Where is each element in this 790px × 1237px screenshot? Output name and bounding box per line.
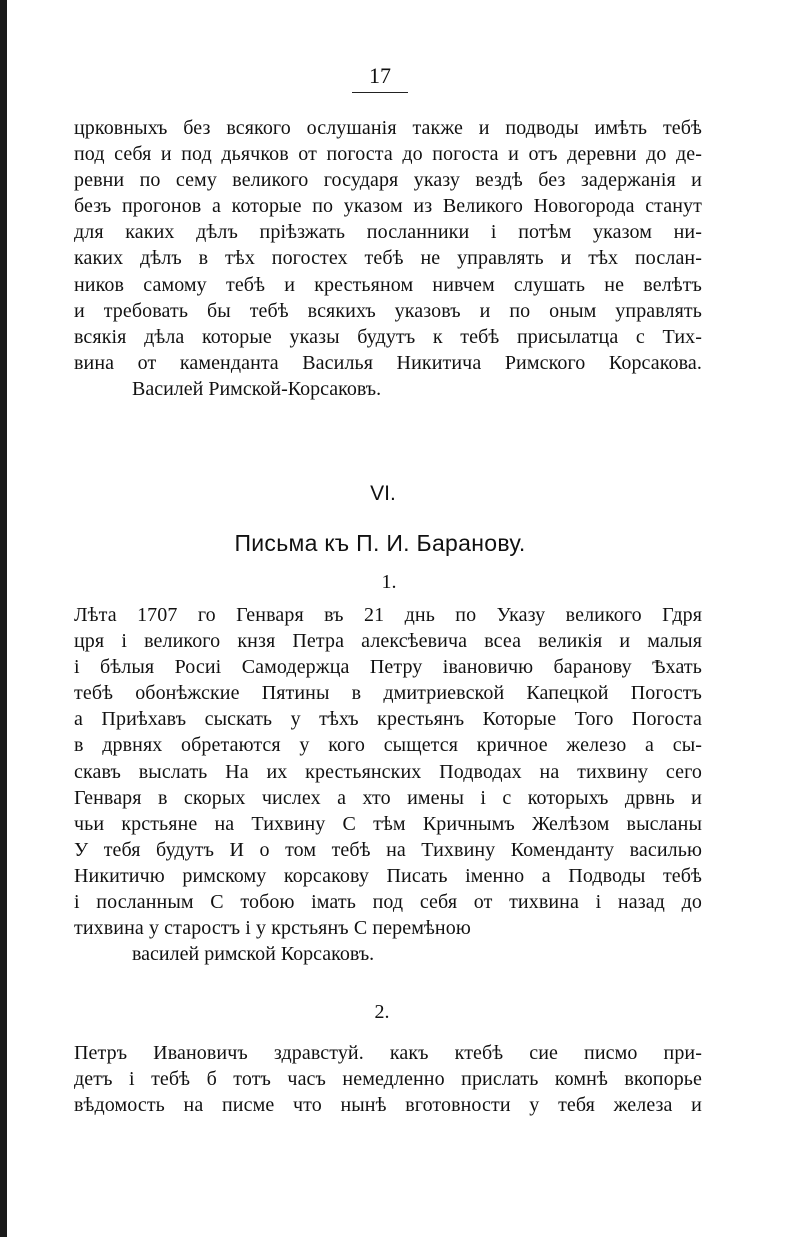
text-line: в дрвнях обретаются у кого сыщется кричное железо а сы-	[74, 734, 702, 757]
signature: Василей Римской-Корсаковъ.	[132, 377, 382, 400]
text-block-order	[74, 115, 702, 402]
document-page	[74, 62, 702, 1118]
section-number: VI.	[370, 481, 396, 505]
text-line: црковныхъ без всякого ослушанія также и подводы имѣть тебѣ	[74, 117, 702, 139]
text-line: ревни по сему великого государя указу вездѣ без задержанія и	[74, 169, 702, 192]
text-line: безъ прогонов а которые по указом из Великого Новогорода станут	[74, 195, 702, 218]
text-line: и требовать бы тебѣ всякихъ указовъ и по оным управлять	[74, 299, 702, 322]
text-line: всякія дѣла которые указы будутъ к тебѣ присылатца с Тих-	[74, 325, 702, 348]
signature: василей римской Корсаковъ.	[132, 943, 375, 966]
page-left-edge	[0, 0, 7, 1237]
text-line: вина от камендантa Василья Никитича Римского Корсакова.	[74, 351, 702, 374]
text-line: цря і великого кнзя Петра алексѣевича всеа великія и малыя	[74, 630, 702, 653]
text-line: под себя и под дьячков от погоста до погоста и отъ деревни до де-	[74, 143, 702, 166]
text-line: чьи крстьяне на Тихвину С тѣм Кричнымъ Желѣзом высланы	[74, 812, 702, 835]
text-line: Никитичю римскому корсакову Писать іменно а Подводы тебѣ	[74, 864, 702, 887]
section-title: Письма къ П. И. Баранову.	[234, 529, 526, 556]
page-number-rule	[352, 92, 408, 93]
text-line: каких дѣлъ в тѣх погостех тебѣ не управлять и тѣх послан-	[74, 247, 702, 270]
text-line: У тебя будутъ И о том тебѣ на Тихвину Коменданту василью	[74, 838, 702, 861]
text-line: детъ і тебѣ б тотъ часъ немедленно прислать комнѣ вкопорье	[74, 1068, 702, 1091]
page-number: 17	[369, 63, 391, 88]
letter-body	[74, 1040, 702, 1118]
text-line: Генваря в скорых числех а хто имены і с которыхъ дрвнь и	[74, 786, 702, 809]
text-line: Лѣта 1707 го Генваря въ 21 днь по Указу великого Гдря	[74, 603, 702, 626]
letter-number: 1.	[381, 570, 397, 593]
text-line: вѣдомость на писме что нынѣ вготовности у тебя железа и	[74, 1094, 702, 1117]
text-line: і посланным С тобою імать под себя от тихвина і назад до	[74, 890, 702, 913]
text-line: Петръ Ивановичъ здравстуй. какъ ктебѣ сие писмо при-	[74, 1042, 702, 1065]
text-line: ников самому тебѣ и крестьяном нивчем слушать не велѣтъ	[74, 273, 702, 296]
text-line: а Приѣхавъ сыскать у тѣхъ крестьянъ Которые Того Погоста	[74, 708, 702, 731]
letter-number: 2.	[374, 1001, 390, 1024]
text-line: тебѣ обонѣжские Пятины в дмитриевской Капецкой Погостъ	[74, 682, 702, 705]
text-line: тихвина у старостъ і у крстьянъ С перемѣною	[74, 917, 471, 940]
text-line: скавъ выслать На их крестьянских Подводах на тихвину сего	[74, 760, 702, 783]
letter-body	[74, 602, 702, 967]
text-line: для каких дѣлъ прiѣзжать посланники і потѣм указом ни-	[74, 221, 702, 244]
text-line: і бѣлыя Росиі Самодержца Петру івановичю баранову Ѣхать	[74, 656, 702, 679]
